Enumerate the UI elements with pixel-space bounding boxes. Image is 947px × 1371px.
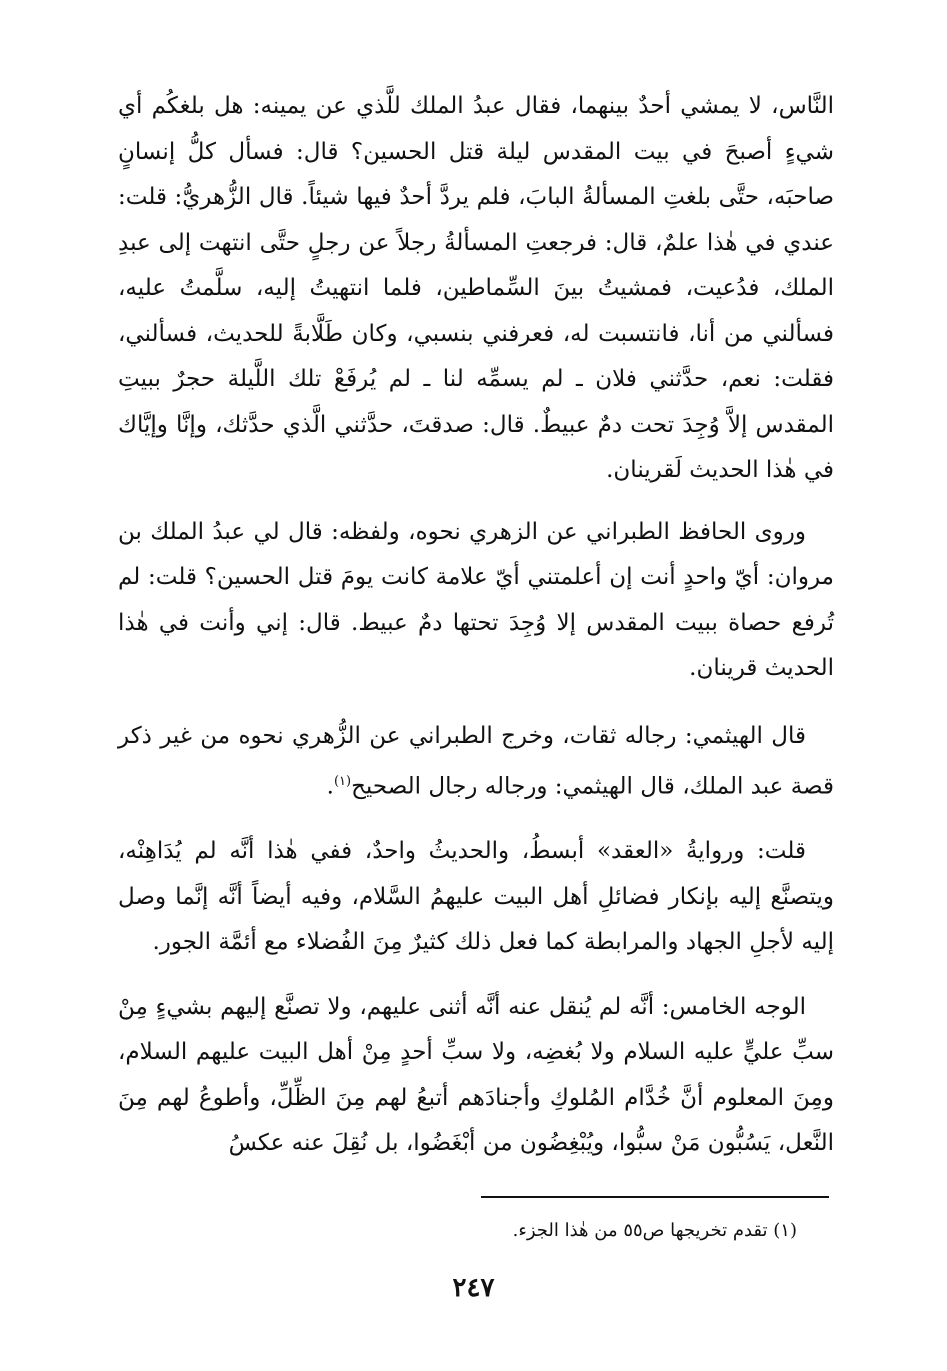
page-number: ٢٤٧	[452, 1273, 495, 1303]
paragraph-4: قلت: وروايةُ «العقد» أبسطُ، والحديثُ واحدٌ، ففي هٰذا أنَّه لم يُدَاهِنْه، ويتصنَّع إليه بإنكار فضائلِ أهل البيت عليهمُ السَّلام، وفيه أيضاً أنَّه إنَّما وصل إليه لأجلِ الجهاد والمرابطة كما فعل ذلك كثيرٌ مِنَ الفُضلاء مع أئمَّة الجور.	[118, 838, 834, 956]
paragraph-5: الوجه الخامس: أنَّه لم يُنقل عنه أنَّه أثنى عليهم، ولا تصنَّع إليهم بشيءٍ مِنْ سبِّ عليٍّ عليه السلام ولا بُغضِه، ولا سبِّ أحدٍ مِنْ أهل البيت عليهم السلام، ومِنَ المعلوم أنَّ خُدَّام المُلوكِ وأجنادَهم أتبعُ لهم مِنَ الظِّلِّ، وأطوعُ لهم مِنَ النَّعل، يَسُبُّون مَنْ سبُّوا، ويُبْغِضُون من أبْغَضُوا، بل نُقِلَ عنه عكسُ	[118, 993, 834, 1157]
footnote-reference: (١)	[333, 774, 352, 789]
paragraph-3: قال الهيثمي: رجاله ثقات، وخرج الطبراني عن الزُّهري نحوه من غير ذكر قصة عبد الملك، قال الهيثمي: ورجاله رجال الصحيح$^{(١)}$.	[118, 722, 834, 800]
paragraph-3-text: قال الهيثمي: رجاله ثقات، وخرج الطبراني عن الزُّهري نحوه من غير ذكر قصة عبد الملك، قال الهيثمي: ورجاله رجال الصحيح	[118, 722, 834, 800]
main-text	[118, 84, 834, 1167]
paragraph-2: وروى الحافظ الطبراني عن الزهري نحوه، ولفظه: قال لي عبدُ الملك بن مروان: أيّ واحدٍ أنت إن أعلمتني أيّ علامة كانت يومَ قتل الحسين؟ قلت: لم تُرفع حصاة ببيت المقدس إلا وُجِدَ تحتها دمٌ عبيط. قال: إني وأنت في هٰذا الحديث قرينان.	[118, 518, 834, 681]
footnote: (١) تقدم تخريجها ص٥٥ من هٰذا الجزء.	[512, 1220, 797, 1241]
footnote-separator	[481, 1196, 829, 1198]
paragraph-1: النَّاس، لا يمشي أحدٌ بينهما، فقال عبدُ الملك للَّذي عن يمينه: هل بلغكُم أي شيءٍ أصبحَ في بيت المقدس ليلة قتل الحسين؟ قال: فسأل كلُّ إنسانٍ صاحبَه، حتَّى بلغتِ المسألةُ البابَ، فلم يردَّ أحدٌ فيها شيئاً. قال الزُّهريُّ: قلت: عندي في هٰذا علمٌ، قال: فرجعتِ المسألةُ رجلاً عن رجلٍ حتَّى انتهت إلى عبدِ الملك، فدُعيت، فمشيتُ بينَ السِّماطين، فلما انتهيتُ إليه، سلَّمتُ عليه، فسألني من أنا، فانتسبت له، فعرفني بنسبي، وكان طَلَّابةً للحديث، فسألني، فقلت: نعم، حدَّثني فلان ـ لم يسمِّه لنا ـ لم يُرفَعْ تلك اللَّيلة حجرٌ ببيتِ المقدس إلاَّ وُجِدَ تحت دمٌ عبيطٌ. قال: صدقتَ، حدَّثني الَّذي حدَّثك، وإنَّا وإيَّاك في هٰذا الحديث لَقرينان.	[118, 93, 834, 483]
